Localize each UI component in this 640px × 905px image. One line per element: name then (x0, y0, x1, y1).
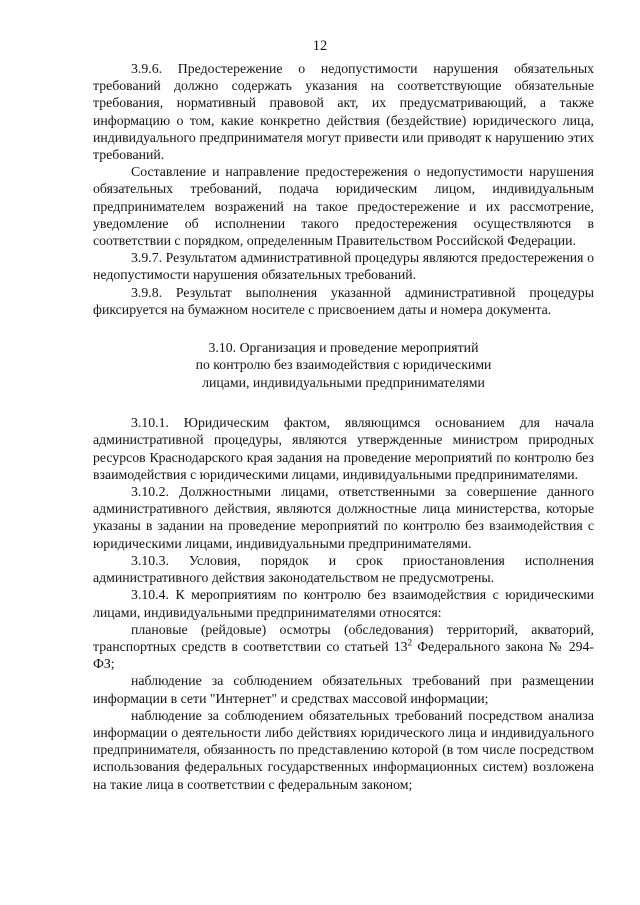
list-item-text: Федерального закона № 294-ФЗ; (93, 638, 594, 672)
list-item-information-analysis: наблюдение за соблюдением обязательных требований посредством анализа информации о деятельности либо действиях юридического лица и индивидуального предпринимателя, обязанность по представлению которой (в том числе посредством использования федеральных государственных информационных систем) возложена на такие лица в соответствии с федеральным законом; (93, 707, 594, 792)
section-heading-3-10 (93, 339, 594, 391)
paragraph-3-9-8: 3.9.8. Результат выполнения указанной административной процедуры фиксируется на бумажном носителе с присвоением даты и номера документа. (93, 284, 594, 317)
section-heading-line: лицами, индивидуальными предпринимателями (202, 374, 485, 390)
paragraph-3-10-4: 3.10.4. К мероприятиям по контролю без взаимодействия с юридическими лицами, индивидуальными предпринимателями относятся: (93, 587, 594, 620)
paragraph-3-10-2: 3.10.2. Должностными лицами, ответственными за совершение данного административного действия, являются должностные лица министерства, которые указаны в задании на проведение мероприятий по контролю без взаимодействия с юридическими лицами, индивидуальными предпринимателями. (93, 484, 594, 551)
section-heading-line: по контролю без взаимодействия с юридическими (195, 357, 492, 373)
paragraph-3-9-7: 3.9.7. Результатом административной процедуры являются предостережения о недопустимости нарушения обязательных требований. (93, 250, 594, 283)
list-item-text: плановые (рейдовые) осмотры (обследования) территорий, акваторий, транспортных средств в соответствии со статьей 13 (93, 621, 594, 654)
paragraph-3-10-3: 3.10.3. Условия, порядок и срок приостановления исполнения административного действия законодательством не предусмотрены. (93, 552, 594, 586)
list-item-inspections (93, 621, 594, 673)
section-heading-line: 3.10. Организация и проведение мероприятий (208, 340, 479, 356)
paragraph-warning-procedure: Составление и направление предостережения о недопустимости нарушения обязательных требований, подача юридическим лицом, индивидуальным предпринимателем возражений на такое предостережение и их рассмотрение, уведомление об исполнении такого предостережения осуществляются в соответствии с порядком, определенным Правительством Российской Федерации. (93, 164, 594, 249)
paragraph-3-9-6: 3.9.6. Предостережение о недопустимости нарушения обязательных требований должно содержать указания на соответствующие обязательные требования, нормативный правовой акт, их предусматривающий, а также информацию о том, какие конкретно действия (бездействие) юридического лица, индивидуального предпринимателя могут привести или приводят к нарушению этих требований. (93, 61, 594, 163)
article-superscript: 2 (407, 637, 413, 648)
paragraph-3-10-1: 3.10.1. Юридическим фактом, являющимся основанием для начала административной процедуры, являются утвержденные министром природных ресурсов Краснодарского края задания на проведение мероприятий по контролю без взаимодействия с юридическими лицами, индивидуальными предпринимателями. (93, 415, 594, 482)
list-item-internet-monitoring: наблюдение за соблюдением обязательных требований при размещении информации в сети "Интернет" и средствах массовой информации; (93, 673, 594, 706)
page-number: 12 (312, 38, 328, 54)
document-body (93, 60, 594, 793)
